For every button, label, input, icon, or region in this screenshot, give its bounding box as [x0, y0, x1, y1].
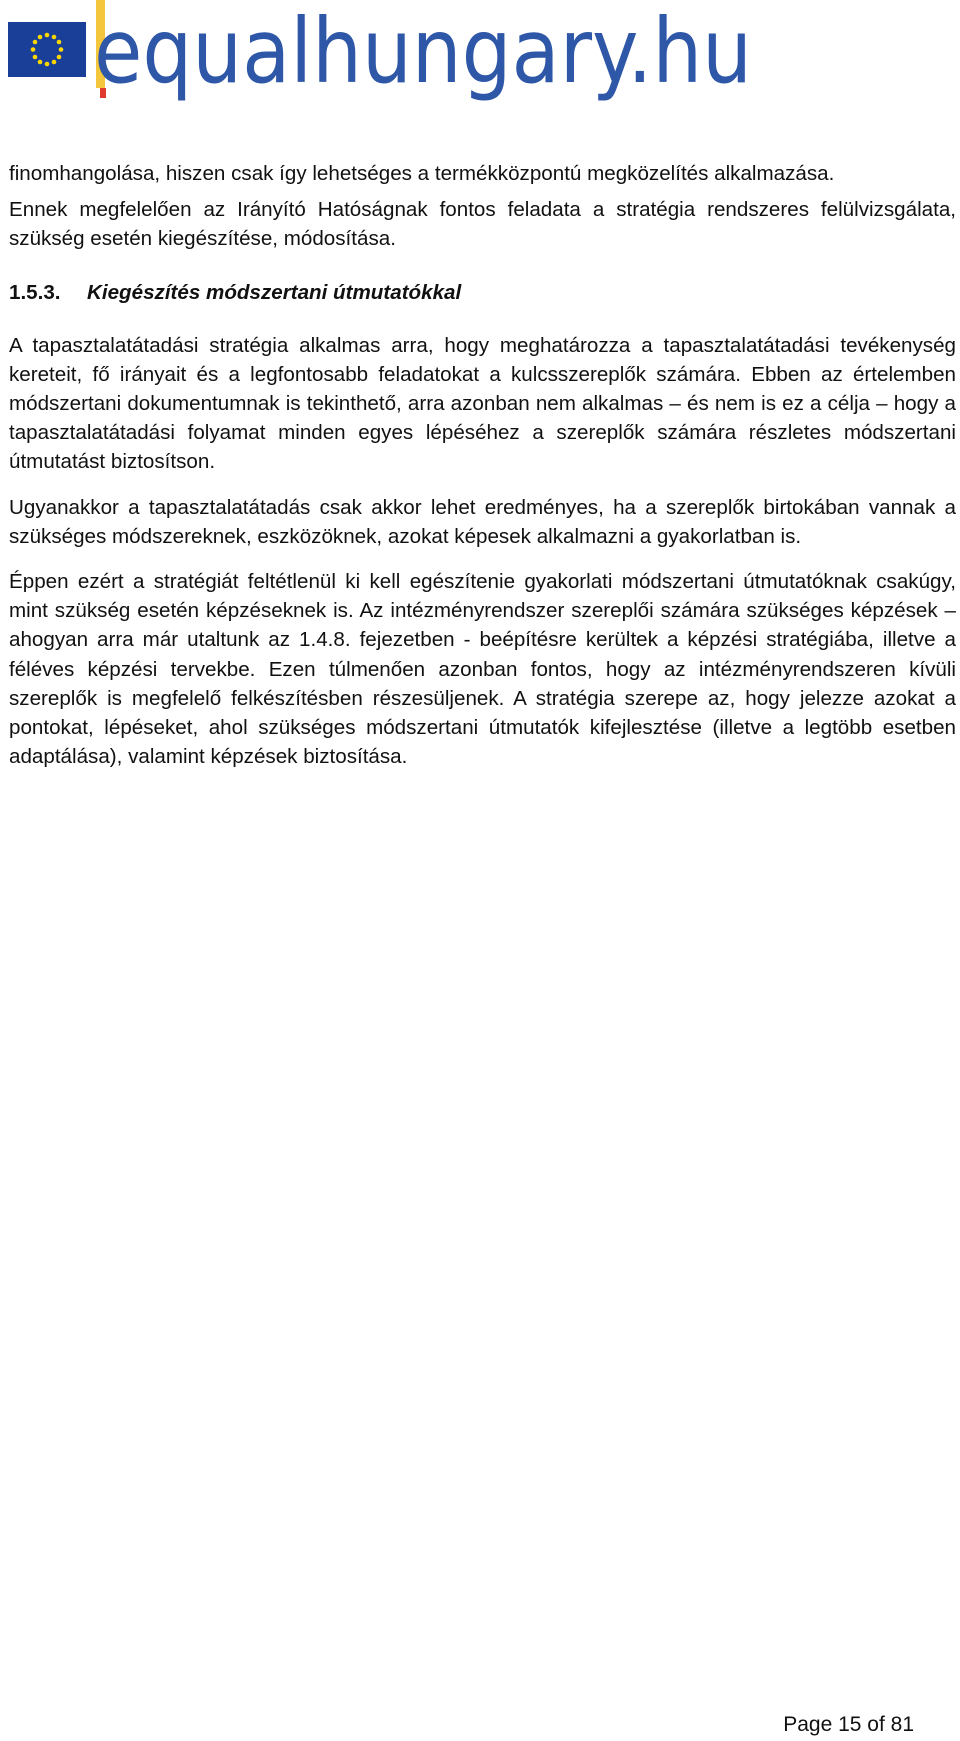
paragraph: Ennek megfelelően az Irányító Hatóságnak fontos feladata a stratégia rendszeres felülvizsgálata, szükség esetén kiegészítése, módosítása. — [9, 198, 956, 251]
section-heading — [9, 278, 956, 307]
page-header — [8, 0, 948, 106]
paragraph: Éppen ezért a stratégiát feltétlenül ki kell egészítenie gyakorlati módszertani útmutatóknak csakúgy, mint szükség esetén képzéseknek is. Az intézményrendszer szereplői számára szükséges képzések – ahogyan arra már utaltunk az 1.4.8. fejezetben - beépítésre kerültek a képzési stratégiába, illetve a féléves képzési tervekbe. Ezen túlmenően azonban fontos, hogy az intézményrendszeren kívüli szereplők is megfelelő felkészítésben részesüljenek. A stratégia szerepe az, hogy jelezze azokat a pontokat, lépéseket, ahol szükséges módszertani útmutatók kifejlesztése (illetve a legtöbb esetben adaptálása), valamint képzések biztosítása. — [9, 570, 956, 769]
paragraph: finomhangolása, hiszen csak így lehetséges a termékközpontú megközelítés alkalmazása. — [9, 162, 835, 185]
equalhungary-logo — [8, 0, 848, 106]
eu-flag-icon — [8, 22, 86, 77]
logo-text: equalhungary.hu — [94, 0, 752, 103]
document-body — [9, 159, 956, 771]
paragraph: A tapasztalatátadási stratégia alkalmas arra, hogy meghatározza a tapasztalatátadási tevékenység kereteit, fő irányait és a legfontosabb feladatokat a kulcsszereplők számára. Ebben az értelemben módszertani dokumentumnak is tekinthető, arra azonban nem alkalmas – és nem is ez a célja – hogy a tapasztalatátadási folyamat minden egyes lépéséhez a szereplők számára részletes módszertani útmutatást biztosítson. — [9, 333, 956, 474]
section-title: Kiegészítés módszertani útmutatókkal — [87, 280, 462, 304]
section-number: 1.5.3. — [9, 280, 61, 304]
paragraph: Ugyanakkor a tapasztalatátadás csak akkor lehet eredményes, ha a szereplők birtokában vannak a szükséges módszereknek, eszközöknek, azokat képesek alkalmazni a gyakorlatban is. — [9, 495, 956, 548]
page-number: Page 15 of 81 — [783, 1713, 914, 1736]
